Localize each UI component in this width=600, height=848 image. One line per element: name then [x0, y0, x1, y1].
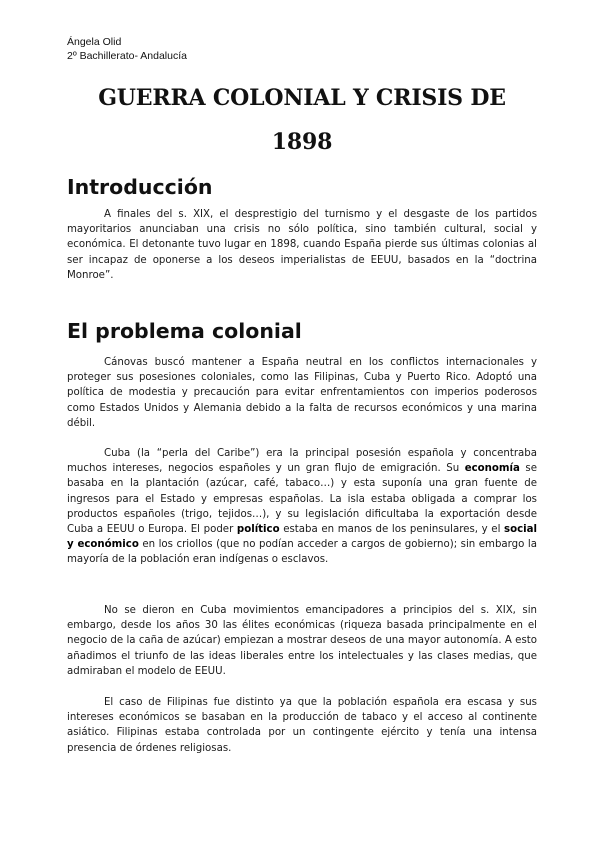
colonial-paragraph-4: El caso de Filipinas fue distinto ya que la población española era escasa y sus intereses económicos se basaban en la producción de tabaco y el acceso al continente asiático. Filipinas estaba controlada por un contingente ejército y tenía una intensa presencia de órdenes religiosas.: [67, 697, 537, 754]
title-line-1: GUERRA COLONIAL Y CRISIS DE: [98, 85, 506, 111]
p2-bold-social-economico: social y económico: [67, 524, 537, 551]
p2-bold-economia: economía: [464, 463, 520, 475]
heading-introduccion: Introducción: [67, 175, 213, 199]
p2-text-4: en los criollos (que no podían acceder a cargos de gobierno); sin embargo la mayoría de la población eran indígenas o esclavos.: [67, 539, 537, 566]
p2-text-2: se basaba en la plantación (azúcar, café, tabaco…) y esta suponía una gran fuente de ingresos para el Estado y empresas españolas. La isla estaba obligada a comprar los productos españoles (trigo, tejidos…), y su legislación dificultaba la exportación desde Cuba a EEUU o Europa. El poder: [67, 463, 537, 536]
intro-paragraph: A finales del s. XIX, el desprestigio del turnismo y el desgaste de los partidos mayoritarios anunciaban una crisis no sólo política, sino también cultural, social y económica. El detonante tuvo lugar en 1898, cuando España pierde sus últimas colonias al ser incapaz de oponerse a los deseos imperialistas de EEUU, basados en la “doctrina Monroe”.: [67, 209, 537, 281]
heading-problema-colonial: El problema colonial: [67, 319, 302, 343]
p2-text-1: Cuba (la “perla del Caribe”) era la principal posesión española y concentraba muchos intereses, negocios españoles y un gran flujo de emigración. Su: [67, 448, 537, 475]
p2-bold-politico: político: [236, 524, 280, 536]
course-label: 2º Bachillerato- Andalucía: [67, 50, 187, 62]
p2-text-3: estaba en manos de los peninsulares, y el: [279, 524, 505, 536]
author-block: [67, 35, 187, 63]
title-line-2: 1898: [271, 129, 333, 155]
document-title: [60, 76, 544, 164]
colonial-paragraph-2: [67, 446, 537, 568]
colonial-paragraph-3: No se dieron en Cuba movimientos emancipadores a principios del s. XIX, sin embargo, desde los años 30 las élites económicas (riqueza basada principalmente en el negocio de la caña de azúcar) empiezan a mostrar deseos de una mayor autonomía. A esto añadimos el triunfo de las ideas liberales entre los intelectuales y las clases medias, que admiraban el modelo de EEUU.: [67, 605, 537, 677]
colonial-paragraph-1: Cánovas buscó mantener a España neutral en los conflictos internacionales y proteger sus posesiones coloniales, como las Filipinas, Cuba y Puerto Rico. Adoptó una política de modestia y precaución para evitar enfrentamientos con imperios poderosos como Estados Unidos y Alemania debido a la falta de recursos económicos y una marina débil.: [67, 357, 537, 429]
author-name: Ángela Olid: [67, 36, 122, 48]
